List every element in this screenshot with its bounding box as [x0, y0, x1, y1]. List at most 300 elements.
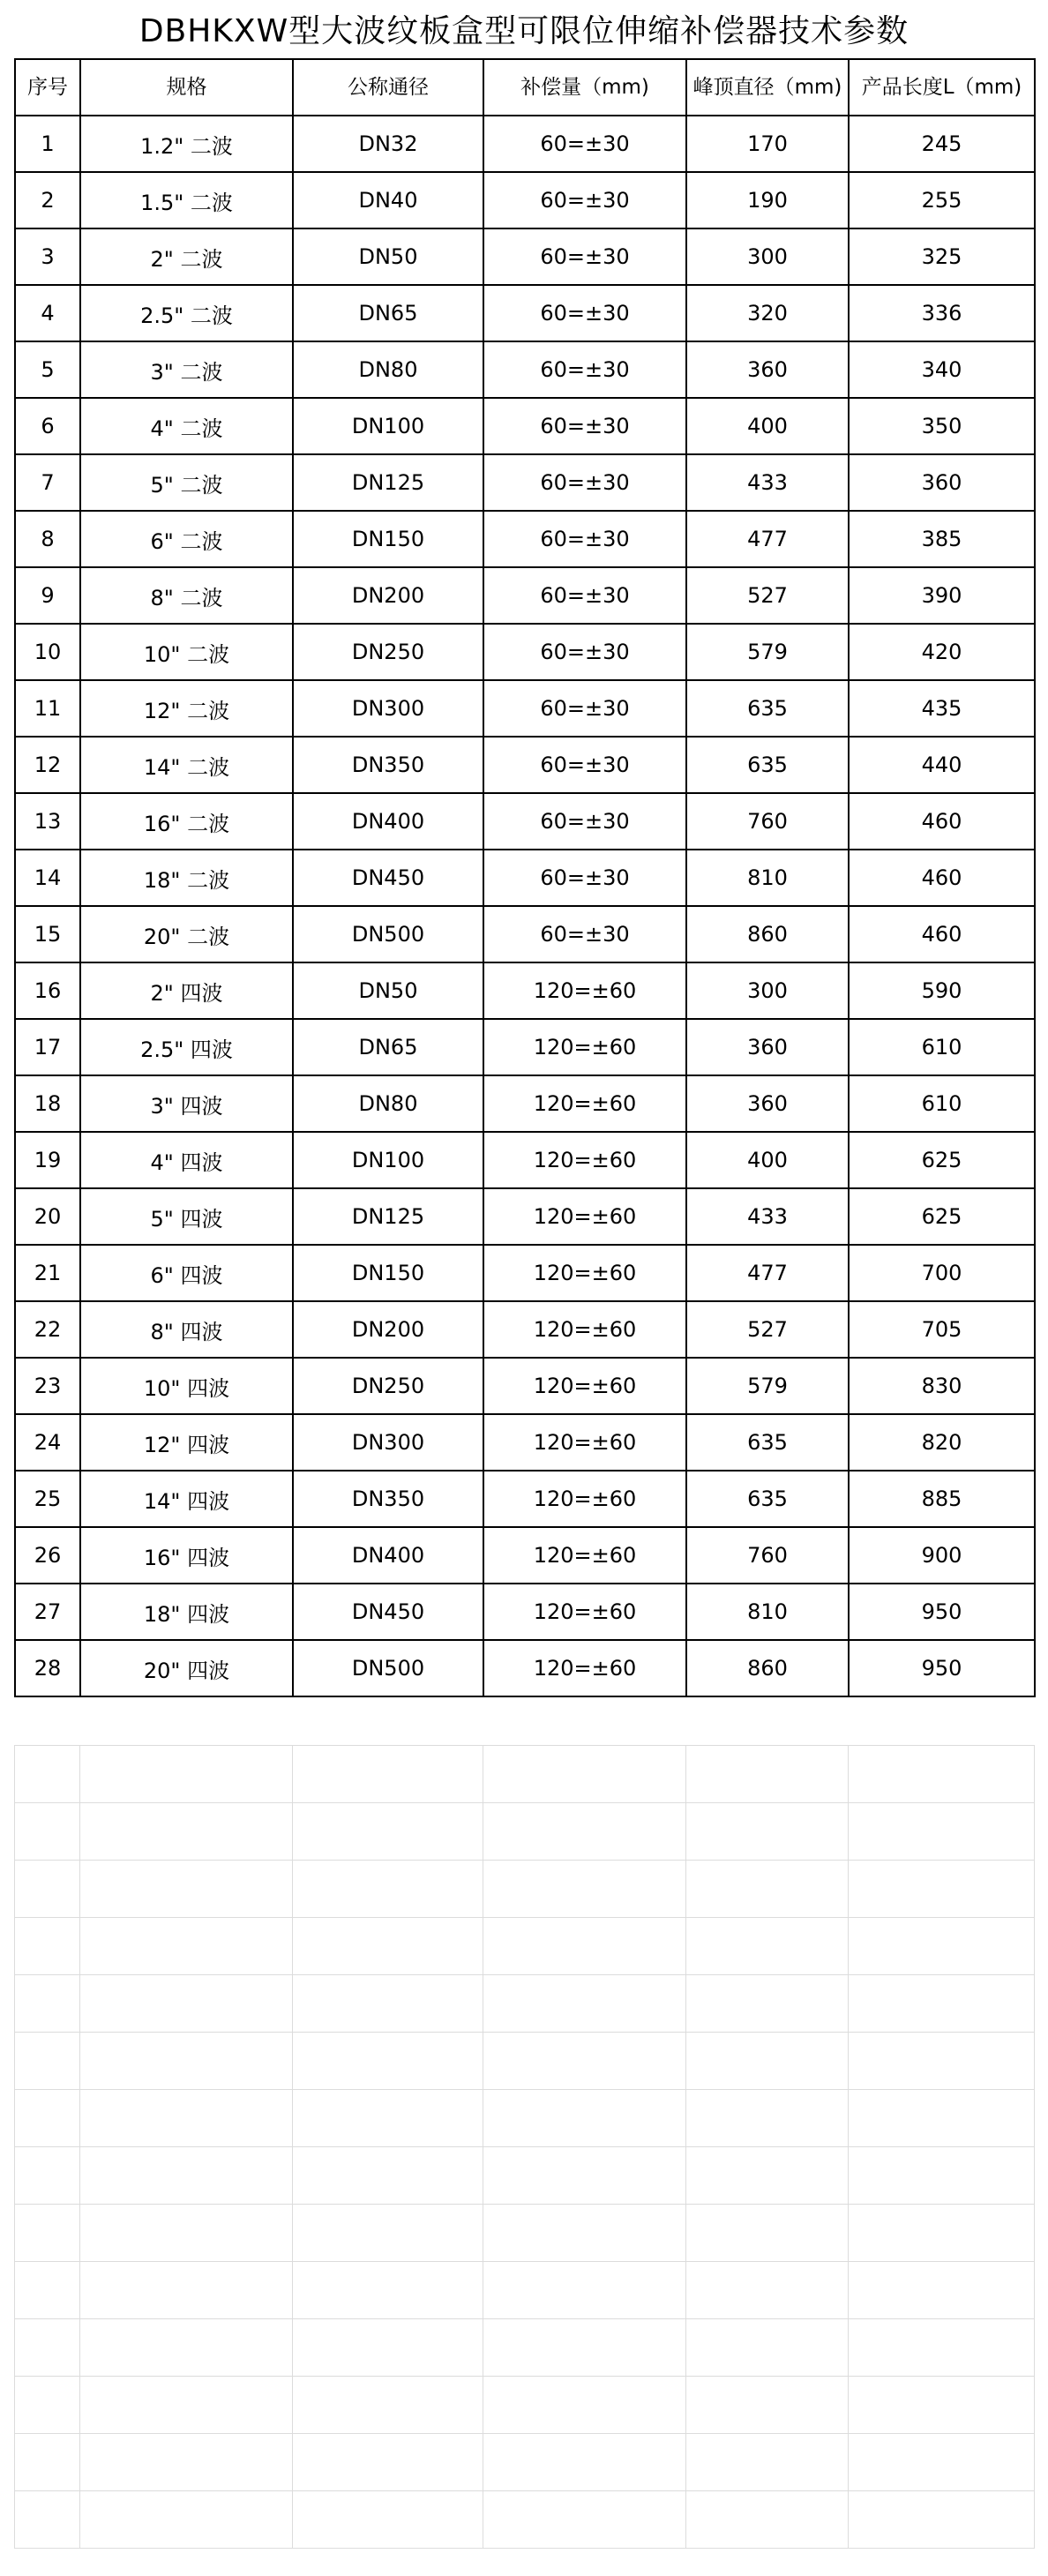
cell-spec: 18" 二波: [80, 850, 293, 906]
empty-cell: [686, 2147, 849, 2205]
empty-cell: [483, 1803, 686, 1861]
cell-index: 9: [15, 567, 80, 624]
empty-cell: [849, 2262, 1035, 2319]
empty-cell: [483, 1746, 686, 1803]
cell-peak-diameter: 360: [686, 341, 849, 398]
cell-length: 820: [849, 1414, 1035, 1471]
table-row: [15, 1414, 1035, 1471]
cell-peak-diameter: 810: [686, 1584, 849, 1640]
cell-compensation: 60=±30: [483, 850, 686, 906]
cell-length: 350: [849, 398, 1035, 454]
empty-cell: [293, 2262, 483, 2319]
cell-index: 4: [15, 285, 80, 341]
cell-peak-diameter: 477: [686, 511, 849, 567]
empty-cell: [686, 2262, 849, 2319]
cell-peak-diameter: 170: [686, 116, 849, 172]
cell-peak-diameter: 760: [686, 1527, 849, 1584]
cell-index: 12: [15, 737, 80, 793]
table-row: [15, 737, 1035, 793]
empty-sheet-grid: [14, 1745, 1035, 2549]
empty-row: [15, 2434, 1035, 2491]
header-length: 产品长度L（mm): [849, 59, 1035, 116]
cell-compensation: 60=±30: [483, 285, 686, 341]
cell-compensation: 60=±30: [483, 454, 686, 511]
empty-cell: [293, 1861, 483, 1918]
cell-compensation: 120=±60: [483, 1584, 686, 1640]
empty-cell: [15, 1746, 80, 1803]
cell-index: 28: [15, 1640, 80, 1696]
cell-compensation: 120=±60: [483, 1132, 686, 1188]
cell-index: 10: [15, 624, 80, 680]
cell-peak-diameter: 433: [686, 1188, 849, 1245]
cell-spec: 6" 二波: [80, 511, 293, 567]
empty-cell: [15, 1918, 80, 1975]
empty-cell: [80, 1861, 293, 1918]
empty-cell: [80, 1975, 293, 2033]
table-row: [15, 398, 1035, 454]
cell-compensation: 60=±30: [483, 228, 686, 285]
empty-cell: [15, 1803, 80, 1861]
cell-index: 22: [15, 1301, 80, 1358]
cell-nominal-diameter: DN150: [293, 1245, 483, 1301]
cell-peak-diameter: 400: [686, 1132, 849, 1188]
empty-cell: [686, 2377, 849, 2434]
cell-nominal-diameter: DN40: [293, 172, 483, 228]
header-spec: 规格: [80, 59, 293, 116]
cell-nominal-diameter: DN400: [293, 1527, 483, 1584]
empty-row: [15, 2319, 1035, 2377]
cell-spec: 1.2" 二波: [80, 116, 293, 172]
empty-row: [15, 2033, 1035, 2090]
empty-cell: [293, 2033, 483, 2090]
cell-peak-diameter: 400: [686, 398, 849, 454]
table-row: [15, 1301, 1035, 1358]
cell-length: 705: [849, 1301, 1035, 1358]
header-index: 序号: [15, 59, 80, 116]
cell-length: 460: [849, 906, 1035, 962]
cell-index: 23: [15, 1358, 80, 1414]
cell-compensation: 60=±30: [483, 398, 686, 454]
empty-row: [15, 2205, 1035, 2262]
empty-cell: [849, 2205, 1035, 2262]
empty-cell: [686, 1746, 849, 1803]
cell-length: 610: [849, 1075, 1035, 1132]
table-row: [15, 906, 1035, 962]
cell-nominal-diameter: DN250: [293, 1358, 483, 1414]
cell-spec: 10" 二波: [80, 624, 293, 680]
cell-compensation: 60=±30: [483, 624, 686, 680]
cell-peak-diameter: 635: [686, 1471, 849, 1527]
cell-length: 950: [849, 1584, 1035, 1640]
cell-spec: 2.5" 四波: [80, 1019, 293, 1075]
cell-index: 2: [15, 172, 80, 228]
table-row: [15, 341, 1035, 398]
cell-index: 3: [15, 228, 80, 285]
empty-cell: [483, 2033, 686, 2090]
empty-cell: [686, 2033, 849, 2090]
empty-cell: [80, 1746, 293, 1803]
empty-cell: [849, 2377, 1035, 2434]
table-row: [15, 1245, 1035, 1301]
empty-cell: [686, 1861, 849, 1918]
empty-cell: [483, 2491, 686, 2549]
table-row: [15, 285, 1035, 341]
spec-table: [14, 58, 1036, 1697]
cell-length: 900: [849, 1527, 1035, 1584]
cell-compensation: 120=±60: [483, 1075, 686, 1132]
empty-row: [15, 1975, 1035, 2033]
table-row: [15, 511, 1035, 567]
cell-nominal-diameter: DN200: [293, 1301, 483, 1358]
table-row: [15, 1584, 1035, 1640]
empty-cell: [15, 2205, 80, 2262]
empty-row: [15, 1803, 1035, 1861]
cell-length: 245: [849, 116, 1035, 172]
cell-spec: 5" 四波: [80, 1188, 293, 1245]
empty-cell: [293, 2090, 483, 2147]
empty-cell: [686, 1918, 849, 1975]
empty-cell: [293, 1975, 483, 2033]
cell-peak-diameter: 635: [686, 737, 849, 793]
empty-cell: [686, 2319, 849, 2377]
cell-nominal-diameter: DN350: [293, 1471, 483, 1527]
empty-cell: [849, 2491, 1035, 2549]
page-title: DBHKXW型大波纹板盒型可限位伸缩补偿器技术参数: [138, 13, 910, 49]
empty-cell: [80, 2147, 293, 2205]
cell-spec: 3" 二波: [80, 341, 293, 398]
cell-index: 7: [15, 454, 80, 511]
empty-cell: [483, 2262, 686, 2319]
cell-index: 15: [15, 906, 80, 962]
cell-nominal-diameter: DN125: [293, 454, 483, 511]
empty-row: [15, 1861, 1035, 1918]
empty-cell: [293, 1746, 483, 1803]
table-row: [15, 1640, 1035, 1696]
cell-compensation: 60=±30: [483, 116, 686, 172]
cell-compensation: 120=±60: [483, 1188, 686, 1245]
cell-spec: 20" 四波: [80, 1640, 293, 1696]
table-row: [15, 624, 1035, 680]
cell-index: 25: [15, 1471, 80, 1527]
cell-length: 625: [849, 1132, 1035, 1188]
cell-compensation: 60=±30: [483, 341, 686, 398]
cell-peak-diameter: 300: [686, 962, 849, 1019]
cell-nominal-diameter: DN350: [293, 737, 483, 793]
cell-peak-diameter: 320: [686, 285, 849, 341]
empty-cell: [293, 1803, 483, 1861]
cell-nominal-diameter: DN32: [293, 116, 483, 172]
table-row: [15, 793, 1035, 850]
cell-peak-diameter: 860: [686, 906, 849, 962]
empty-cell: [80, 2033, 293, 2090]
cell-index: 19: [15, 1132, 80, 1188]
cell-spec: 8" 四波: [80, 1301, 293, 1358]
cell-compensation: 120=±60: [483, 1640, 686, 1696]
cell-peak-diameter: 300: [686, 228, 849, 285]
cell-spec: 12" 四波: [80, 1414, 293, 1471]
cell-nominal-diameter: DN500: [293, 906, 483, 962]
cell-compensation: 60=±30: [483, 172, 686, 228]
cell-spec: 1.5" 二波: [80, 172, 293, 228]
empty-cell: [15, 2434, 80, 2491]
header-nominal-diameter: 公称通径: [293, 59, 483, 116]
empty-cell: [15, 2491, 80, 2549]
cell-nominal-diameter: DN300: [293, 680, 483, 737]
cell-nominal-diameter: DN500: [293, 1640, 483, 1696]
empty-cell: [483, 1975, 686, 2033]
cell-nominal-diameter: DN65: [293, 1019, 483, 1075]
empty-cell: [686, 1975, 849, 2033]
cell-index: 26: [15, 1527, 80, 1584]
table-row: [15, 1358, 1035, 1414]
table-row: [15, 1132, 1035, 1188]
empty-row: [15, 2147, 1035, 2205]
cell-length: 460: [849, 850, 1035, 906]
cell-nominal-diameter: DN50: [293, 962, 483, 1019]
table-row: [15, 1188, 1035, 1245]
cell-spec: 14" 二波: [80, 737, 293, 793]
empty-cell: [483, 1861, 686, 1918]
cell-length: 385: [849, 511, 1035, 567]
empty-cell: [293, 2205, 483, 2262]
empty-cell: [686, 2205, 849, 2262]
empty-cell: [15, 2262, 80, 2319]
cell-compensation: 120=±60: [483, 1527, 686, 1584]
cell-nominal-diameter: DN100: [293, 1132, 483, 1188]
cell-spec: 14" 四波: [80, 1471, 293, 1527]
empty-cell: [293, 1918, 483, 1975]
cell-nominal-diameter: DN150: [293, 511, 483, 567]
cell-length: 700: [849, 1245, 1035, 1301]
cell-peak-diameter: 360: [686, 1019, 849, 1075]
cell-peak-diameter: 635: [686, 1414, 849, 1471]
empty-cell: [15, 1861, 80, 1918]
empty-cell: [849, 1975, 1035, 2033]
empty-row: [15, 1746, 1035, 1803]
cell-index: 6: [15, 398, 80, 454]
empty-cell: [80, 2434, 293, 2491]
cell-nominal-diameter: DN300: [293, 1414, 483, 1471]
cell-length: 360: [849, 454, 1035, 511]
table-row: [15, 850, 1035, 906]
cell-index: 27: [15, 1584, 80, 1640]
empty-cell: [483, 2147, 686, 2205]
cell-compensation: 60=±30: [483, 511, 686, 567]
empty-cell: [849, 1918, 1035, 1975]
cell-peak-diameter: 635: [686, 680, 849, 737]
cell-compensation: 60=±30: [483, 793, 686, 850]
cell-nominal-diameter: DN450: [293, 850, 483, 906]
cell-length: 420: [849, 624, 1035, 680]
empty-row: [15, 2377, 1035, 2434]
empty-cell: [686, 1803, 849, 1861]
cell-length: 340: [849, 341, 1035, 398]
cell-index: 16: [15, 962, 80, 1019]
cell-spec: 16" 四波: [80, 1527, 293, 1584]
empty-cell: [293, 2319, 483, 2377]
cell-peak-diameter: 190: [686, 172, 849, 228]
empty-cell: [15, 2377, 80, 2434]
cell-peak-diameter: 433: [686, 454, 849, 511]
cell-peak-diameter: 760: [686, 793, 849, 850]
table-row: [15, 1527, 1035, 1584]
empty-cell: [849, 1803, 1035, 1861]
empty-cell: [15, 2033, 80, 2090]
empty-cell: [80, 2491, 293, 2549]
cell-index: 13: [15, 793, 80, 850]
cell-nominal-diameter: DN400: [293, 793, 483, 850]
cell-index: 14: [15, 850, 80, 906]
cell-spec: 10" 四波: [80, 1358, 293, 1414]
empty-cell: [15, 2319, 80, 2377]
cell-peak-diameter: 527: [686, 567, 849, 624]
cell-index: 11: [15, 680, 80, 737]
cell-compensation: 120=±60: [483, 1414, 686, 1471]
empty-cell: [483, 2090, 686, 2147]
cell-spec: 3" 四波: [80, 1075, 293, 1132]
cell-compensation: 120=±60: [483, 962, 686, 1019]
empty-cell: [80, 1803, 293, 1861]
empty-cell: [686, 2491, 849, 2549]
table-row: [15, 567, 1035, 624]
cell-length: 610: [849, 1019, 1035, 1075]
cell-compensation: 120=±60: [483, 1245, 686, 1301]
empty-cell: [80, 2319, 293, 2377]
cell-spec: 2" 二波: [80, 228, 293, 285]
cell-length: 435: [849, 680, 1035, 737]
empty-cell: [293, 2434, 483, 2491]
cell-index: 20: [15, 1188, 80, 1245]
cell-length: 440: [849, 737, 1035, 793]
empty-cell: [15, 2090, 80, 2147]
empty-row: [15, 2491, 1035, 2549]
cell-spec: 12" 二波: [80, 680, 293, 737]
cell-length: 590: [849, 962, 1035, 1019]
table-row: [15, 680, 1035, 737]
cell-length: 325: [849, 228, 1035, 285]
table-row: [15, 962, 1035, 1019]
cell-compensation: 60=±30: [483, 680, 686, 737]
empty-cell: [15, 1975, 80, 2033]
cell-compensation: 120=±60: [483, 1471, 686, 1527]
table-row: [15, 228, 1035, 285]
empty-cell: [849, 2090, 1035, 2147]
cell-peak-diameter: 527: [686, 1301, 849, 1358]
empty-cell: [483, 2319, 686, 2377]
empty-cell: [483, 2205, 686, 2262]
empty-cell: [483, 2434, 686, 2491]
empty-cell: [80, 2090, 293, 2147]
header-compensation: 补偿量（mm): [483, 59, 686, 116]
cell-index: 18: [15, 1075, 80, 1132]
cell-index: 21: [15, 1245, 80, 1301]
cell-spec: 20" 二波: [80, 906, 293, 962]
cell-peak-diameter: 579: [686, 1358, 849, 1414]
cell-nominal-diameter: DN125: [293, 1188, 483, 1245]
cell-nominal-diameter: DN200: [293, 567, 483, 624]
cell-length: 336: [849, 285, 1035, 341]
empty-cell: [849, 2434, 1035, 2491]
spec-table-body: [15, 59, 1035, 1696]
empty-cell: [686, 2434, 849, 2491]
cell-nominal-diameter: DN65: [293, 285, 483, 341]
cell-spec: 4" 四波: [80, 1132, 293, 1188]
cell-compensation: 120=±60: [483, 1019, 686, 1075]
empty-cell: [849, 2033, 1035, 2090]
cell-nominal-diameter: DN80: [293, 341, 483, 398]
empty-cell: [849, 2147, 1035, 2205]
cell-index: 17: [15, 1019, 80, 1075]
cell-length: 255: [849, 172, 1035, 228]
empty-row: [15, 2262, 1035, 2319]
cell-spec: 6" 四波: [80, 1245, 293, 1301]
empty-cell: [849, 1746, 1035, 1803]
cell-compensation: 120=±60: [483, 1358, 686, 1414]
empty-cell: [293, 2491, 483, 2549]
cell-spec: 4" 二波: [80, 398, 293, 454]
cell-nominal-diameter: DN50: [293, 228, 483, 285]
cell-length: 885: [849, 1471, 1035, 1527]
cell-length: 625: [849, 1188, 1035, 1245]
empty-cell: [80, 2205, 293, 2262]
cell-compensation: 120=±60: [483, 1301, 686, 1358]
empty-cell: [293, 2147, 483, 2205]
cell-spec: 16" 二波: [80, 793, 293, 850]
cell-peak-diameter: 579: [686, 624, 849, 680]
cell-peak-diameter: 477: [686, 1245, 849, 1301]
cell-spec: 2" 四波: [80, 962, 293, 1019]
cell-length: 460: [849, 793, 1035, 850]
empty-row: [15, 1918, 1035, 1975]
empty-cell: [686, 2090, 849, 2147]
table-row: [15, 1075, 1035, 1132]
cell-compensation: 60=±30: [483, 737, 686, 793]
cell-spec: 2.5" 二波: [80, 285, 293, 341]
table-row: [15, 1019, 1035, 1075]
header-row: [15, 59, 1035, 116]
empty-cell: [80, 2377, 293, 2434]
empty-cell: [849, 1861, 1035, 1918]
empty-cell: [849, 2319, 1035, 2377]
cell-nominal-diameter: DN100: [293, 398, 483, 454]
cell-length: 950: [849, 1640, 1035, 1696]
table-row: [15, 172, 1035, 228]
header-peak-diameter: 峰顶直径（mm): [686, 59, 849, 116]
cell-index: 24: [15, 1414, 80, 1471]
cell-length: 390: [849, 567, 1035, 624]
table-row: [15, 1471, 1035, 1527]
cell-index: 8: [15, 511, 80, 567]
empty-cell: [80, 2262, 293, 2319]
cell-spec: 5" 二波: [80, 454, 293, 511]
cell-index: 5: [15, 341, 80, 398]
empty-grid-body: [15, 1746, 1035, 2549]
table-row: [15, 116, 1035, 172]
empty-cell: [80, 1918, 293, 1975]
cell-peak-diameter: 360: [686, 1075, 849, 1132]
cell-spec: 8" 二波: [80, 567, 293, 624]
cell-spec: 18" 四波: [80, 1584, 293, 1640]
cell-compensation: 60=±30: [483, 906, 686, 962]
empty-cell: [293, 2377, 483, 2434]
cell-nominal-diameter: DN250: [293, 624, 483, 680]
empty-cell: [483, 1918, 686, 1975]
cell-nominal-diameter: DN80: [293, 1075, 483, 1132]
cell-compensation: 60=±30: [483, 567, 686, 624]
empty-cell: [483, 2377, 686, 2434]
empty-cell: [15, 2147, 80, 2205]
empty-row: [15, 2090, 1035, 2147]
